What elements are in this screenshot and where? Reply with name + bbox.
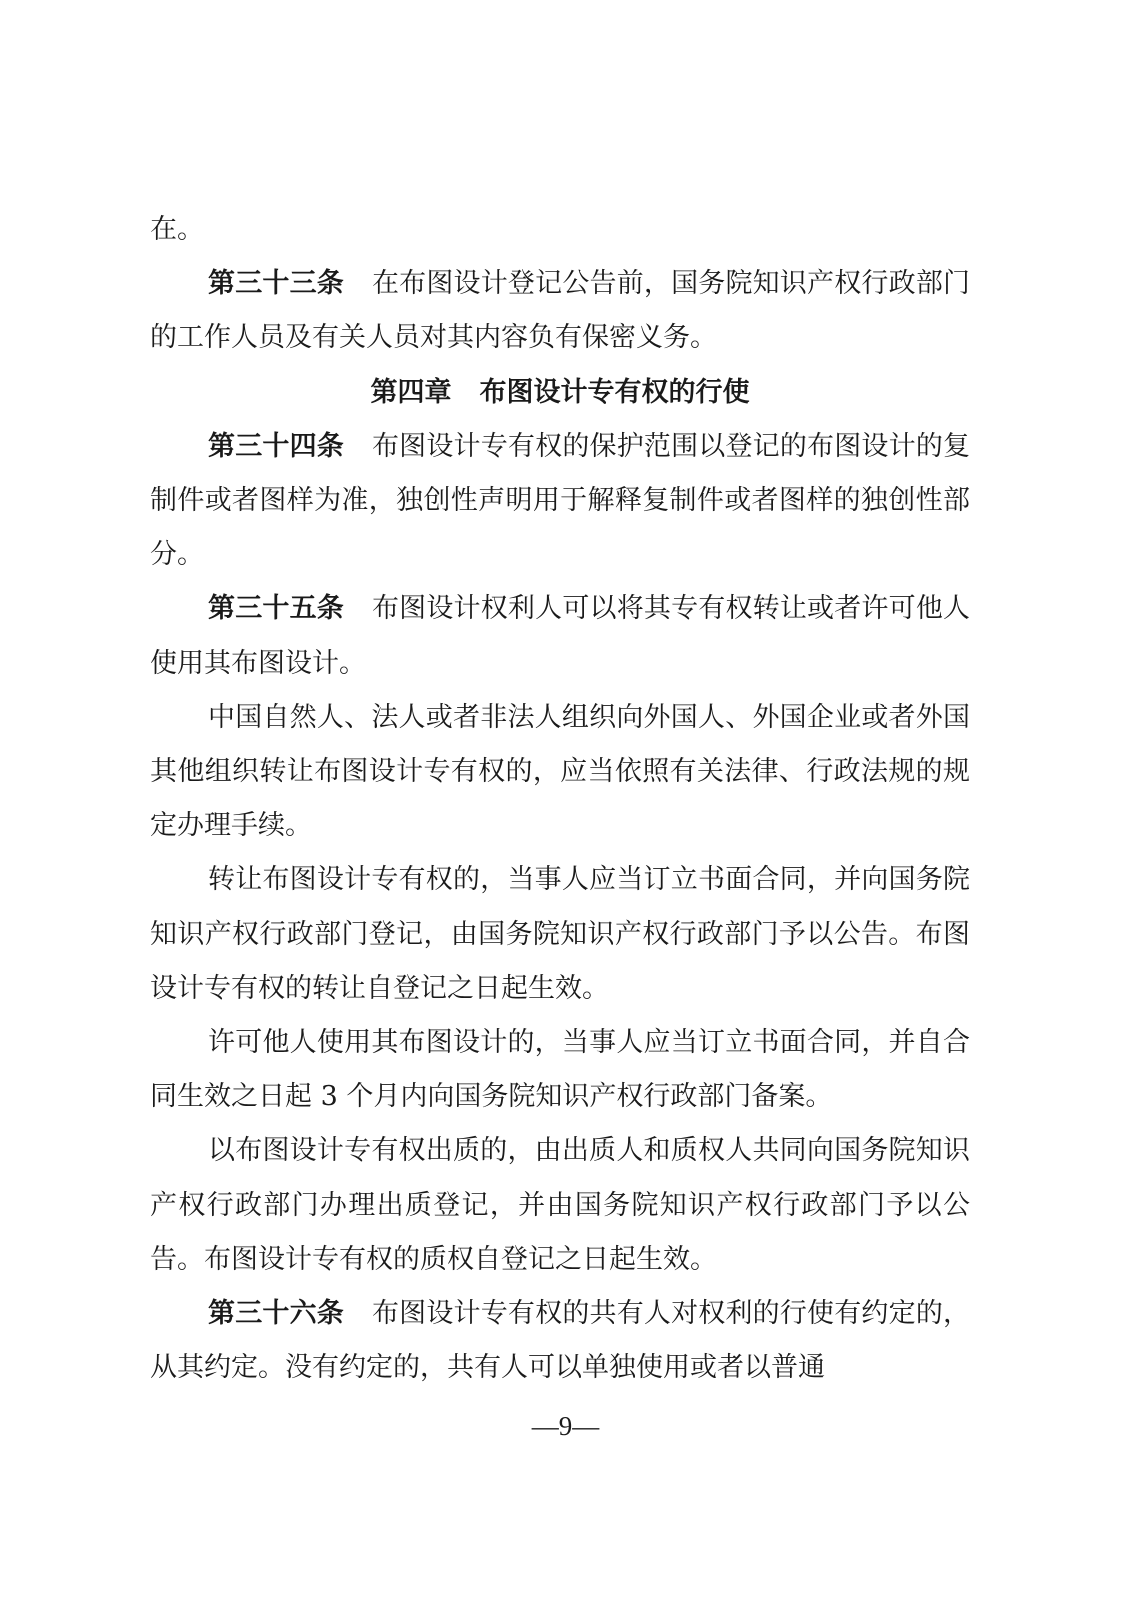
chapter-number: 第四章 bbox=[370, 376, 452, 408]
paragraph-text: 许可他人使用其布图设计的，当事人应当订立书面合同，并自合同生效之日起 3 个月内向国务院知识产权行政部门备案。 bbox=[150, 1027, 970, 1113]
paragraph bbox=[150, 1124, 970, 1287]
paragraph-text: 在布图设计登记公告前，国务院知识产权行政部门的工作人员及有关人员对其内容负有保密义务。 bbox=[150, 268, 971, 354]
paragraph-text: 以布图设计专有权出质的，由出质人和质权人共同向国务院知识产权行政部门办理出质登记，并由国务院知识产权行政部门予以公告。布图设计专有权的质权自登记之日起生效。 bbox=[150, 1135, 970, 1275]
paragraph-text: 中国自然人、法人或者非法人组织向外国人、外国企业或者外国其他组织转让布图设计专有权的，应当依照有关法律、行政法规的规定办理手续。 bbox=[150, 701, 970, 842]
article-number: 第三十四条 bbox=[208, 430, 344, 462]
paragraph bbox=[150, 1016, 970, 1124]
article-number: 第三十五条 bbox=[208, 593, 344, 625]
paragraph-text: 转让布图设计专有权的，当事人应当订立书面合同，并向国务院知识产权行政部门登记，由国务院知识产权行政部门予以公告。布图设计专有权的转让自登记之日起生效。 bbox=[150, 864, 970, 1004]
chapter-heading bbox=[150, 366, 970, 420]
article-33 bbox=[150, 257, 970, 365]
paragraph-text: 布图设计专有权的保护范围以登记的布图设计的复制件或者图样为准，独创性声明用于解释复制件或者图样的独创性部分。 bbox=[150, 430, 971, 571]
paragraph-text: 布图设计专有权的共有人对权利的行使有约定的，从其约定。没有约定的，共有人可以单独使用或者以普通 bbox=[150, 1298, 971, 1384]
article-36 bbox=[150, 1287, 970, 1395]
paragraph-text: 在。 bbox=[150, 214, 204, 245]
article-number: 第三十六条 bbox=[208, 1298, 344, 1330]
paragraph-continuation bbox=[150, 203, 970, 257]
article-34 bbox=[150, 420, 970, 583]
page-number: —9— bbox=[531, 1411, 600, 1441]
article-35 bbox=[150, 582, 970, 690]
article-number: 第三十三条 bbox=[208, 268, 344, 300]
chapter-title: 布图设计专有权的行使 bbox=[479, 376, 750, 408]
paragraph-text: 布图设计权利人可以将其专有权转让或者许可他人使用其布图设计。 bbox=[150, 593, 971, 679]
document-body bbox=[150, 203, 970, 1395]
paragraph bbox=[150, 691, 970, 854]
paragraph bbox=[150, 853, 970, 1016]
